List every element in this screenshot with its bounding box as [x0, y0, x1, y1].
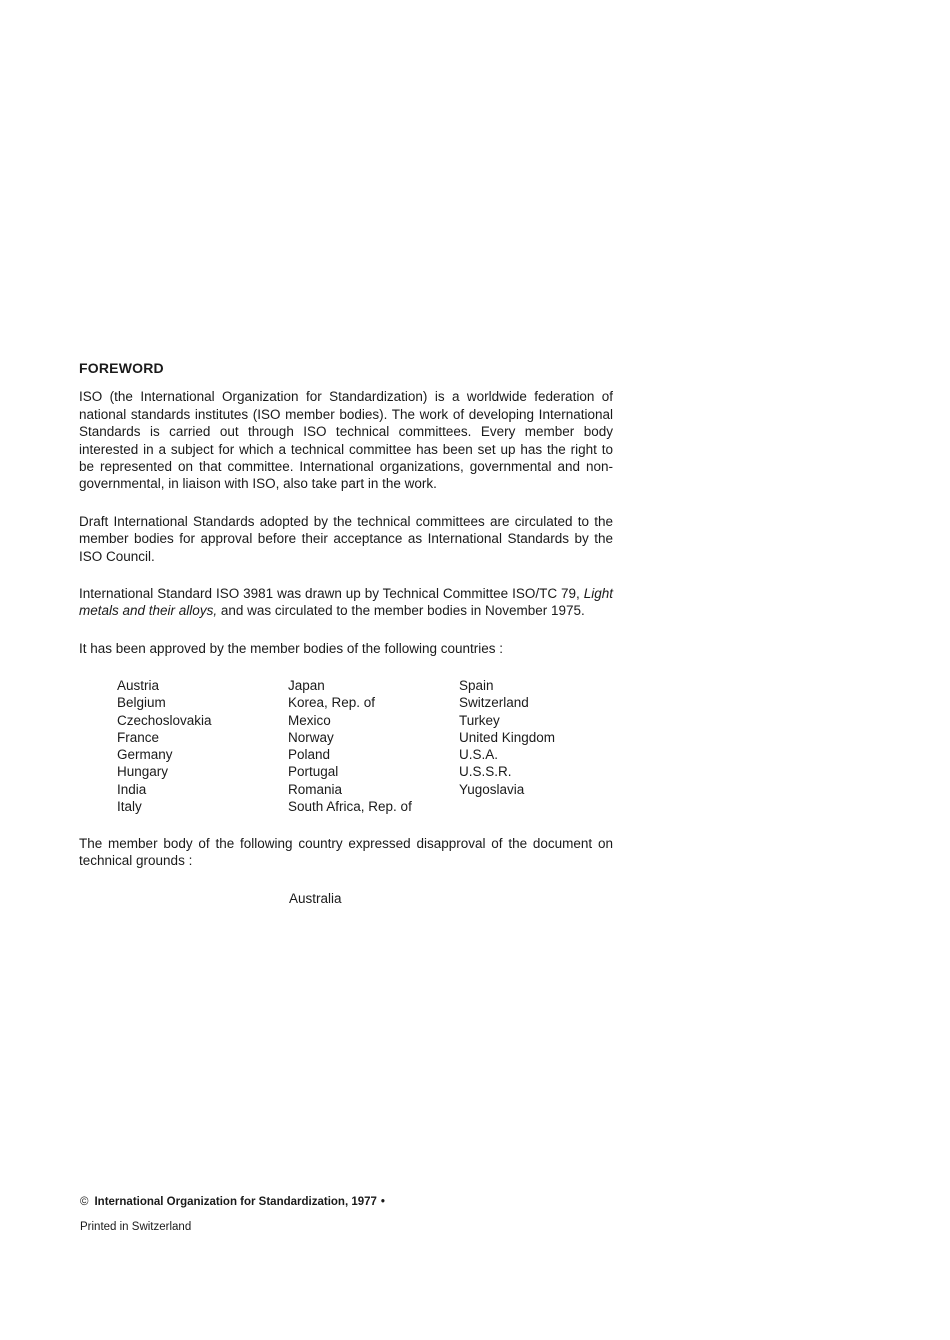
country-item: Germany	[117, 747, 173, 763]
country-item: Japan	[288, 678, 325, 694]
country-item: Austria	[117, 678, 160, 694]
disapproving-country: Australia	[289, 890, 342, 906]
country-item: Spain	[459, 678, 494, 694]
country-item: Portugal	[288, 764, 339, 780]
country-item: Switzerland	[459, 695, 529, 711]
country-item: Czechoslovakia	[117, 712, 212, 728]
standard-origin-prefix: International Standard ISO 3981 was drawn up by Technical Committee ISO/TC 79,	[79, 586, 584, 602]
country-item: Romania	[288, 781, 343, 797]
country-item: Hungary	[117, 764, 169, 780]
copyright-text: International Organization for Standardization, 1977	[94, 1196, 377, 1208]
copyright-notice	[80, 1196, 385, 1208]
country-item: Italy	[117, 798, 142, 814]
country-item: Yugoslavia	[459, 781, 525, 797]
bullet-icon: •	[380, 1196, 385, 1208]
foreword-paragraph-iso-intro: ISO (the International Organization for Standardization) is a worldwide federation of national standards institutes (ISO member bodies). The work of developing International Standards is carried out through ISO technical committees. Every member body interested in a subject for which a technical committee has been set up has the right to be represented on that committee. International organizations, governmental and non-governmental, in liaison with ISO, also take part in the work.	[79, 389, 613, 492]
foreword-paragraph-draft-standards: Draft International Standards adopted by the technical committees are circulated to the member bodies for approval before their acceptance as International Standards by the ISO Council.	[79, 513, 613, 564]
committee-title: Light metals and their alloys,	[79, 586, 613, 619]
foreword-section	[79, 360, 613, 907]
approving-countries-list	[117, 677, 613, 815]
copyright-icon: ©	[80, 1196, 89, 1208]
countries-column-2	[288, 677, 459, 815]
country-item: Norway	[288, 729, 334, 745]
foreword-paragraph-standard-origin	[79, 585, 613, 620]
country-item: France	[117, 729, 160, 745]
country-item: U.S.A.	[459, 747, 499, 763]
country-item: Belgium	[117, 695, 166, 711]
country-item: Korea, Rep. of	[288, 695, 376, 711]
approval-intro: It has been approved by the member bodies of the following countries :	[79, 640, 504, 656]
country-item: India	[117, 781, 147, 797]
country-item: Turkey	[459, 712, 500, 728]
countries-column-1	[117, 677, 288, 815]
country-item: Poland	[288, 747, 331, 763]
foreword-heading: FOREWORD	[79, 360, 164, 376]
country-item: Mexico	[288, 712, 331, 728]
country-item: U.S.S.R.	[459, 764, 512, 780]
country-item: United Kingdom	[459, 729, 556, 745]
country-item: South Africa, Rep. of	[288, 798, 412, 814]
disapproval-intro: The member body of the following country expressed disapproval of the document on technical grounds :	[79, 835, 613, 869]
standard-origin-suffix: and was circulated to the member bodies in November 1975.	[217, 603, 585, 619]
printed-location: Printed in Switzerland	[80, 1221, 192, 1233]
page-footer	[80, 1196, 385, 1233]
countries-column-3	[459, 677, 630, 815]
